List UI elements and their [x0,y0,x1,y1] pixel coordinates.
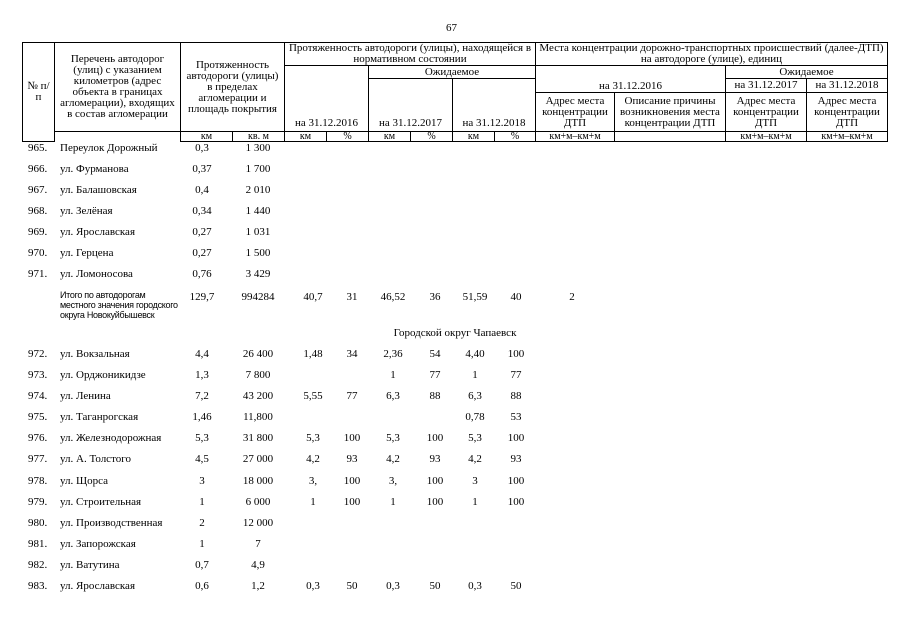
normative-2016-km: 0,3 [306,580,320,592]
road-name: ул. Зелёная [60,205,113,217]
road-name: ул. Балашовская [60,184,137,196]
normative-2016-pct: 100 [343,432,361,444]
row-number: 981. [28,538,48,550]
unit-km: км [180,131,233,142]
unit-pct: % [326,131,369,142]
page-number: 67 [446,22,457,34]
header-dtp-address-2017: Адрес места концентрации ДТП [725,92,807,132]
normative-2018-km: 3 [472,475,478,487]
area-sqm: 12 000 [242,517,274,529]
length-km: 2 [199,517,205,529]
length-km: 4,4 [195,348,209,360]
area-sqm: 1,2 [251,580,265,592]
area-sqm: 7 800 [245,369,271,381]
normative-2016-km: 4,2 [306,453,320,465]
header-road-list: Перечень автодорог (улиц) с указанием километров (адрес объекта в границах агломерации), входящих в состав агломерации [54,42,181,132]
normative-2017-km: 1 [390,369,396,381]
road-name: ул. Герцена [60,247,114,259]
row-number: 979. [28,496,48,508]
normative-2017-km: 4,2 [386,453,400,465]
normative-2017-pct: 100 [426,496,444,508]
length-km: 5,3 [195,432,209,444]
normative-2018-pct: 100 [507,432,525,444]
road-name: ул. Ярославская [60,226,136,238]
table-row [0,246,905,260]
normative-2017-pct: 50 [429,580,441,592]
area-sqm: 11,800 [243,411,273,423]
normative-2016-pct: 100 [343,496,361,508]
row-number: 967. [28,184,48,196]
normative-2017-pct: 93 [429,453,441,465]
length-km: 0,27 [192,226,212,238]
header-dtp-address-2016: Адрес места концентрации ДТП [535,92,615,132]
row-number: 969. [28,226,48,238]
length-km: 0,34 [192,205,212,217]
normative-2018-pct: 100 [507,348,525,360]
area-sqm: 43 200 [242,390,274,402]
normative-2016-km: 1 [310,496,316,508]
header-length-area: Протяженность автодороги (улицы) в пределах агломерации и площадь покрытия [180,42,285,132]
normative-2018-pct: 88 [510,390,522,402]
area-sqm: 1 031 [245,226,271,238]
length-km: 1,3 [195,369,209,381]
area-sqm: 1 440 [245,205,271,217]
road-name: ул. Фурманова [60,163,129,175]
normative-2016-pct: 31 [346,291,358,303]
row-number: 980. [28,517,48,529]
length-km: 0,7 [195,559,209,571]
table-row [0,558,905,572]
table-row [0,452,905,466]
unit-sqm: кв. м [232,131,285,142]
normative-2017-pct: 36 [429,291,441,303]
normative-2018-pct: 53 [510,411,522,423]
area-sqm: 1 300 [245,142,271,154]
length-km: 1,46 [192,411,212,423]
row-number: 966. [28,163,48,175]
normative-2018-km: 4,40 [465,348,485,360]
length-km: 129,7 [189,291,215,303]
area-sqm: 7 [255,538,261,550]
road-name: ул. Ломоносова [60,268,133,280]
length-km: 1 [199,496,205,508]
table-row [0,474,905,488]
table-row [0,389,905,403]
length-km: 0,6 [195,580,209,592]
unit-pct: % [494,131,536,142]
area-sqm: 3 429 [245,268,271,280]
normative-2017-km: 0,3 [386,580,400,592]
unit-kmm: км+м–км+м [725,131,807,142]
table-row [0,347,905,361]
table-row [0,495,905,509]
area-sqm: 26 400 [242,348,274,360]
normative-2017-km: 3, [388,475,398,487]
header-normative-2016-label: на 31.12.2016 [294,117,359,129]
normative-2018-km: 1 [472,369,478,381]
row-number: 978. [28,475,48,487]
normative-2018-pct: 40 [510,291,522,303]
header-dtp-reason: Описание причины возникновения места концентрации ДТП [614,92,726,132]
road-name: ул. Вокзальная [60,348,130,360]
normative-2017-pct: 77 [429,369,441,381]
normative-2017-km: 5,3 [386,432,400,444]
road-name: ул. Щорса [60,475,109,487]
road-name: ул. Железнодорожная [60,432,162,444]
normative-2018-pct: 77 [510,369,522,381]
row-number: 977. [28,453,48,465]
normative-2016-pct: 100 [343,475,361,487]
normative-2018-pct: 100 [507,475,525,487]
area-sqm: 994284 [241,291,275,303]
normative-2016-km: 1,48 [303,348,323,360]
normative-2017-km: 6,3 [386,390,400,402]
road-name: ул. Ленина [60,390,111,402]
dtp-count: 2 [569,291,575,303]
length-km: 0,76 [192,268,212,280]
road-name: ул. Таганрогская [60,411,139,423]
normative-2016-pct: 34 [346,348,358,360]
area-sqm: 18 000 [242,475,274,487]
normative-2017-km: 1 [390,496,396,508]
area-sqm: 1 500 [245,247,271,259]
normative-2017-pct: 100 [426,475,444,487]
table-row [0,162,905,176]
road-name: ул. Ярославская [60,580,136,592]
header-normative-expected: Ожидаемое [368,65,536,79]
normative-2016-km: 40,7 [303,291,323,303]
length-km: 1 [199,538,205,550]
header-dtp-2017: на 31.12.2017 [725,78,807,93]
table-row [0,141,905,155]
section-title: Городской округ Чапаевск [393,327,517,339]
row-number: 974. [28,390,48,402]
normative-2018-km: 4,2 [468,453,482,465]
normative-2018-km: 0,78 [465,411,485,423]
table-row [0,267,905,281]
row-number: 976. [28,432,48,444]
row-number: 972. [28,348,48,360]
road-name: ул. Орджоникидзе [60,369,146,381]
header-number: № п/п [22,42,55,142]
road-name: Переулок Дорожный [60,142,158,154]
table-row [0,431,905,445]
road-name: ул. Строительная [60,496,142,508]
header-dtp-2018: на 31.12.2018 [806,78,888,93]
normative-2018-pct: 93 [510,453,522,465]
normative-2018-pct: 50 [510,580,522,592]
normative-2017-pct: 88 [429,390,441,402]
row-number: 965. [28,142,48,154]
normative-2017-km: 2,36 [383,348,403,360]
table-row [0,516,905,530]
table-row [0,368,905,382]
table-row [0,204,905,218]
normative-2018-km: 0,3 [468,580,482,592]
length-km: 3 [199,475,205,487]
area-sqm: 27 000 [242,453,274,465]
road-name: ул. Запорожская [60,538,136,550]
header-normative-2018-label: на 31.12.2018 [462,117,526,129]
area-sqm: 2 010 [245,184,271,196]
row-number: 970. [28,247,48,259]
road-name: ул. Ватутина [60,559,120,571]
row-number: 975. [28,411,48,423]
length-km: 0,4 [195,184,209,196]
area-sqm: 1 700 [245,163,271,175]
area-sqm: 4,9 [251,559,265,571]
normative-2016-km: 3, [308,475,318,487]
normative-2016-pct: 50 [346,580,358,592]
normative-2018-km: 1 [472,496,478,508]
header-dtp-address-2018: Адрес места концентрации ДТП [806,92,888,132]
unit-pct: % [410,131,453,142]
road-name: ул. А. Толстого [60,453,131,465]
length-km: 0,37 [192,163,212,175]
unit-kmm: км+м–км+м [806,131,888,142]
header-normative-2017-label: на 31.12.2017 [378,117,443,129]
row-number: 971. [28,268,48,280]
unit-km: км [368,131,411,142]
length-km: 7,2 [195,390,209,402]
table-row [0,537,905,551]
table-row [0,410,905,424]
normative-2017-pct: 54 [429,348,441,360]
row-number: 982. [28,559,48,571]
normative-2017-pct: 100 [426,432,444,444]
row-number: 983. [28,580,48,592]
road-name: ул. Производственная [60,517,163,529]
normative-2016-pct: 77 [346,390,358,402]
normative-2016-pct: 93 [346,453,358,465]
normative-2016-km: 5,3 [306,432,320,444]
table-row [0,579,905,593]
length-km: 0,27 [192,247,212,259]
header-normative-group: Протяженность автодороги (улицы), находящейся в нормативном состоянии [284,42,536,66]
length-km: 4,5 [195,453,209,465]
length-km: 0,3 [195,142,209,154]
area-sqm: 6 000 [245,496,271,508]
normative-2018-km: 51,59 [462,291,488,303]
normative-2018-pct: 100 [507,496,525,508]
normative-2018-km: 5,3 [468,432,482,444]
normative-2017-km: 46,52 [380,291,406,303]
header-dtp-group: Места концентрации дорожно-транспортных происшествий (далее-ДТП) на автодороге (улице), единиц [535,42,888,66]
normative-2016-km: 5,55 [303,390,323,402]
unit-km: км [452,131,495,142]
row-number: 973. [28,369,48,381]
header-dtp-expected: Ожидаемое [725,65,888,79]
table-row [0,183,905,197]
header-dtp-2016-label: на 31.12.2016 [598,79,663,92]
total-label: Итого по автодорогам местного значения городского округа Новокуйбышевск [60,290,178,320]
total-row [0,290,905,320]
unit-kmm: км+м–км+м [535,131,615,142]
area-sqm: 31 800 [242,432,274,444]
unit-km: км [284,131,327,142]
table-row [0,225,905,239]
row-number: 968. [28,205,48,217]
normative-2018-km: 6,3 [468,390,482,402]
